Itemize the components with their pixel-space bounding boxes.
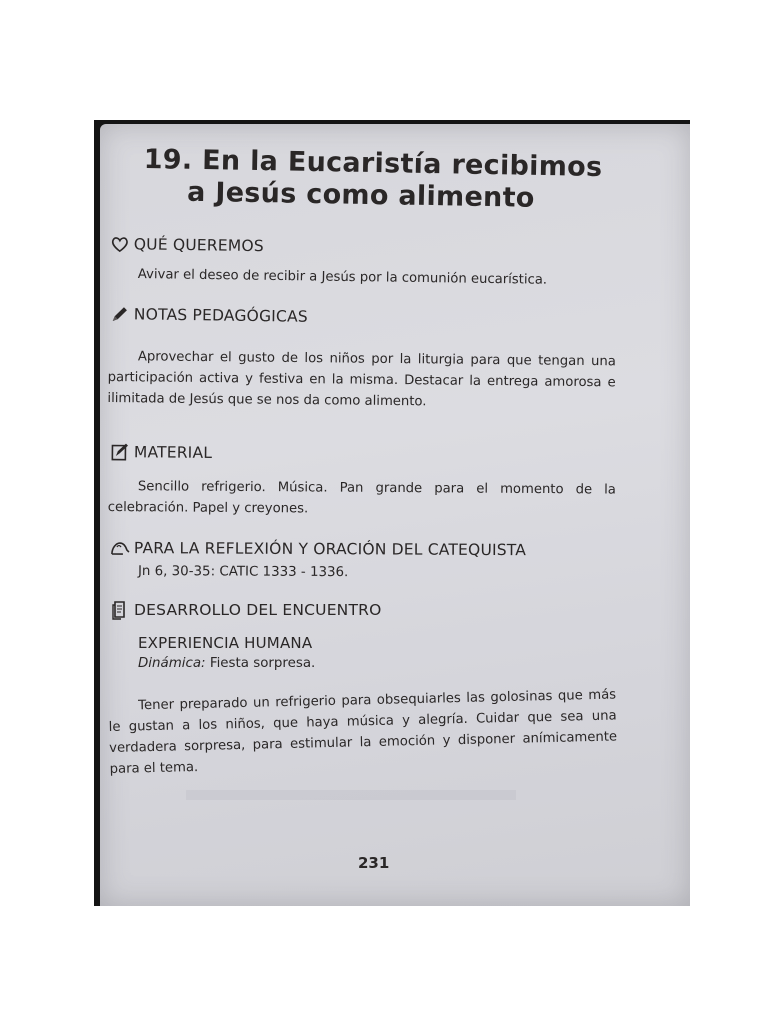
pencil-icon: [110, 304, 130, 324]
section-heading-material: [110, 442, 212, 463]
section-heading-label: PARA LA REFLEXIÓN Y ORACIÓN DEL CATEQUISTA: [133, 539, 527, 560]
edit-note-icon: [110, 442, 130, 462]
book-page-photo: [94, 120, 690, 906]
reflexion-reference: Jn 6, 30-35: CATIC 1333 - 1336.: [137, 564, 349, 581]
section-heading-reflexion: [110, 538, 526, 560]
lesson-title-line-2: a Jesús como alimento: [186, 176, 535, 214]
section-heading-label: NOTAS PEDAGÓGICAS: [133, 305, 308, 326]
que-queremos-text: Avivar el deseo de recibir a Jesús por la comunión eucarística.: [137, 266, 548, 288]
lesson-title: [143, 144, 624, 216]
praying-hands-icon: [110, 538, 130, 558]
material-text: Sencillo refrigerio. Música. Pan grande para el momento de la celebración. Papel y creyones.: [107, 479, 616, 517]
heart-icon: [110, 234, 130, 254]
section-heading-label: QUÉ QUEREMOS: [133, 235, 264, 256]
dinamica-label: Dinámica:: [138, 656, 206, 671]
section-heading-que-queremos: [110, 234, 264, 256]
desarrollo-text: Tener preparado un refrigerio para obsequiarles las golosinas que más le gustan a los niños, que haya música y alegría. Cuidar que sea una verdadera sorpresa, para estimular la emoción y disponer anímicamente para el tema.: [108, 687, 618, 777]
section-heading-label: DESARROLLO DEL ENCUENTRO: [134, 601, 382, 619]
dinamica-value: Fiesta sorpresa.: [209, 656, 316, 671]
book-page: [100, 124, 690, 906]
section-heading-notas-pedagogicas: [110, 304, 308, 327]
page-number: 231: [358, 854, 390, 872]
lesson-title-line-1: 19. En la Eucaristía recibimos: [143, 144, 603, 184]
section-heading-desarrollo: [110, 600, 382, 620]
document-icon: [110, 600, 130, 620]
faint-bleed-through: [186, 790, 516, 800]
experiencia-humana-heading: EXPERIENCIA HUMANA: [138, 634, 313, 652]
dinamica-line: [138, 656, 315, 671]
section-heading-label: MATERIAL: [133, 443, 213, 462]
notas-pedagogicas-text: Aprovechar el gusto de los niños por la liturgia para que tengan una participación activa y festiva en la misma. Destacar la entrega amorosa e ilimitada de Jesús que se nos da como alimento.: [107, 349, 616, 410]
